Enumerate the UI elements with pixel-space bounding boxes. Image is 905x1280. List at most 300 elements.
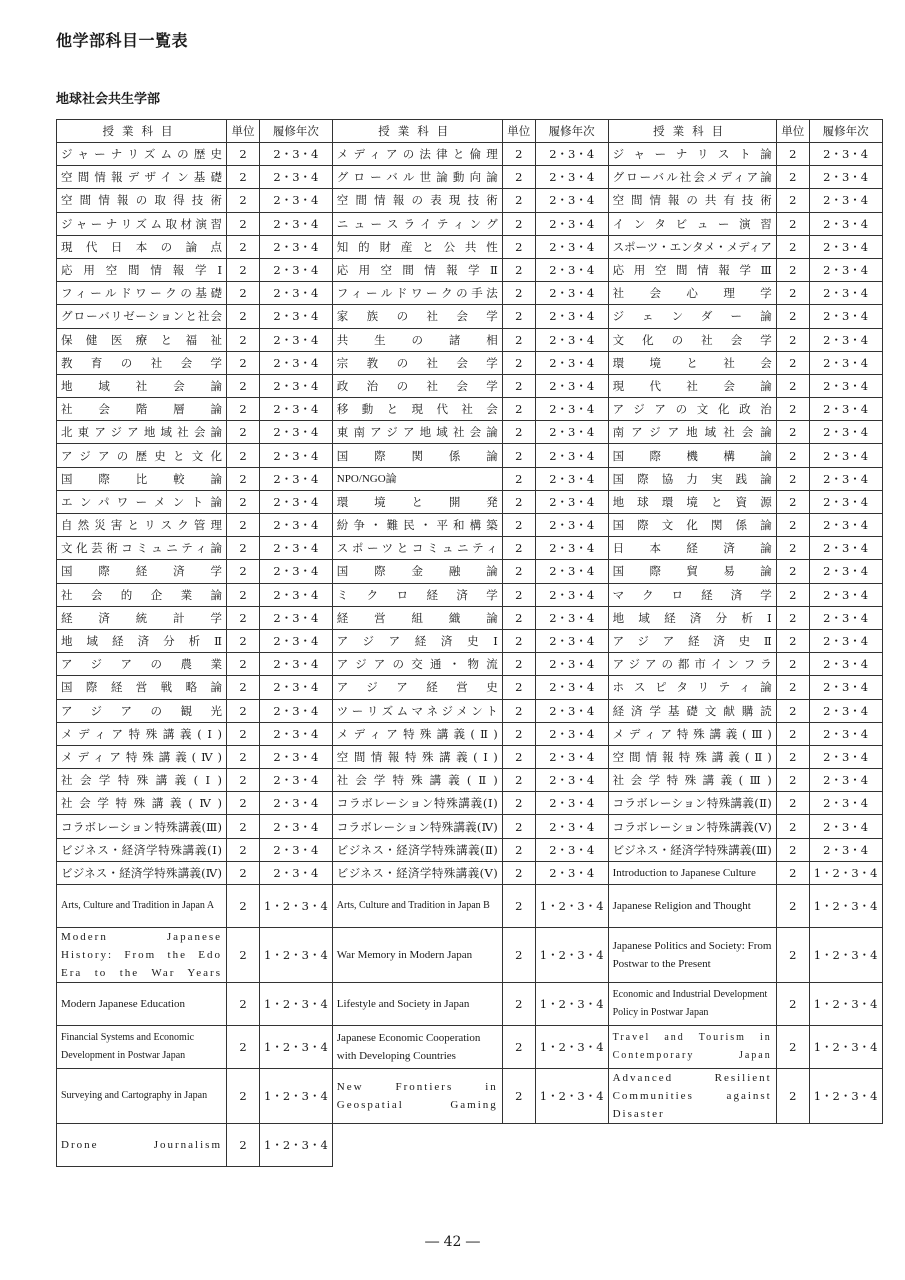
course-unit: 2 [776, 351, 809, 374]
course-year: 2・3・4 [535, 838, 608, 861]
course-year: 2・3・4 [535, 583, 608, 606]
course-year: 1・2・3・4 [809, 1026, 882, 1069]
table-row [57, 838, 883, 861]
course-unit: 2 [502, 212, 535, 235]
course-year: 1・2・3・4 [535, 928, 608, 983]
course-name: Japanese Politics and Society: From Postwar to the Present [608, 928, 776, 983]
course-unit: 2 [227, 189, 260, 212]
course-year: 2・3・4 [809, 351, 882, 374]
table-row [57, 928, 883, 983]
course-year: 2・3・4 [809, 166, 882, 189]
course-name: ジャーナリズムの歴史 [57, 143, 227, 166]
course-year: 2・3・4 [809, 258, 882, 281]
course-name: エンパワーメント論 [57, 490, 227, 513]
course-year: 1・2・3・4 [809, 983, 882, 1026]
table-row [57, 815, 883, 838]
course-year: 2・3・4 [535, 606, 608, 629]
course-year: 2・3・4 [535, 629, 608, 652]
course-name: 国際金融論 [332, 560, 502, 583]
section-title: 地球社会共生学部 [56, 92, 161, 107]
course-year: 2・3・4 [260, 258, 333, 281]
course-unit: 2 [776, 143, 809, 166]
course-name: Arts, Culture and Tradition in Japan B [332, 885, 502, 928]
course-name: Surveying and Cartography in Japan [57, 1069, 227, 1124]
course-unit: 2 [776, 676, 809, 699]
table-row [57, 1069, 883, 1124]
course-year: 1・2・3・4 [809, 1069, 882, 1124]
course-year: 2・3・4 [535, 258, 608, 281]
course-year: 2・3・4 [535, 815, 608, 838]
course-name: ニュースライティング [332, 212, 502, 235]
course-year: 2・3・4 [260, 699, 333, 722]
course-unit: 2 [776, 583, 809, 606]
course-year: 2・3・4 [535, 699, 608, 722]
course-unit: 2 [776, 537, 809, 560]
course-name: 文化芸術コミュニティ論 [57, 537, 227, 560]
course-year: 2・3・4 [260, 235, 333, 258]
course-unit: 2 [227, 745, 260, 768]
course-year: 1・2・3・4 [809, 885, 882, 928]
course-year: 2・3・4 [535, 398, 608, 421]
course-name: メディア特殊講義(Ⅱ) [332, 722, 502, 745]
course-year: 2・3・4 [809, 606, 882, 629]
course-unit: 2 [227, 606, 260, 629]
course-year: 2・3・4 [535, 769, 608, 792]
table-header-row [57, 120, 883, 143]
course-year: 2・3・4 [809, 745, 882, 768]
course-name: 国際関係論 [332, 444, 502, 467]
course-year: 2・3・4 [809, 467, 882, 490]
course-name: コラボレーション特殊講義(Ⅰ) [332, 792, 502, 815]
table-row [57, 699, 883, 722]
course-unit: 2 [776, 769, 809, 792]
course-year: 1・2・3・4 [260, 1026, 333, 1069]
course-year: 2・3・4 [535, 328, 608, 351]
table-row [57, 374, 883, 397]
course-name: 南アジア地域社会論 [608, 421, 776, 444]
course-unit: 2 [776, 258, 809, 281]
page-number: ― 42 ― [425, 1234, 480, 1250]
course-year: 2・3・4 [809, 398, 882, 421]
course-unit: 2 [502, 722, 535, 745]
course-name: アジアの観光 [57, 699, 227, 722]
course-name: アジアの都市インフラ [608, 653, 776, 676]
course-year: 2・3・4 [535, 444, 608, 467]
course-unit: 2 [227, 143, 260, 166]
course-unit: 2 [776, 560, 809, 583]
course-name: 教育の社会学 [57, 351, 227, 374]
course-year: 2・3・4 [260, 189, 333, 212]
course-unit: 2 [502, 143, 535, 166]
table-row [57, 189, 883, 212]
course-year: 2・3・4 [809, 792, 882, 815]
table-row [57, 258, 883, 281]
course-name: フィールドワークの手法 [332, 282, 502, 305]
course-name: 国際協力実践論 [608, 467, 776, 490]
course-name: インタビュー演習 [608, 212, 776, 235]
table-row [57, 606, 883, 629]
course-year: 2・3・4 [809, 676, 882, 699]
course-name: ジャーナリズム取材演習 [57, 212, 227, 235]
course-name: 空間情報デザイン基礎 [57, 166, 227, 189]
table-row [57, 722, 883, 745]
course-unit: 2 [776, 1069, 809, 1124]
header-subject: 授業科目 [57, 120, 227, 143]
course-unit: 2 [502, 928, 535, 983]
course-unit: 2 [227, 769, 260, 792]
course-name: メディアの法律と倫理 [332, 143, 502, 166]
course-name: コラボレーション特殊講義(Ⅱ) [608, 792, 776, 815]
course-year: 2・3・4 [535, 235, 608, 258]
course-name: グローバル社会メディア論 [608, 166, 776, 189]
course-unit: 2 [502, 166, 535, 189]
course-unit: 2 [227, 282, 260, 305]
course-name: 国際機構論 [608, 444, 776, 467]
course-unit: 2 [776, 629, 809, 652]
course-name: 社会学特殊講義(Ⅲ) [608, 769, 776, 792]
course-name: 応用空間情報学Ⅰ [57, 258, 227, 281]
course-unit: 2 [776, 745, 809, 768]
course-unit: 2 [776, 282, 809, 305]
course-name: 保健医療と福祉 [57, 328, 227, 351]
course-unit: 2 [776, 928, 809, 983]
course-name: 現代日本の論点 [57, 235, 227, 258]
course-name: コラボレーション特殊講義(Ⅴ) [608, 815, 776, 838]
course-unit: 2 [776, 792, 809, 815]
course-unit: 2 [776, 514, 809, 537]
course-unit: 2 [502, 861, 535, 884]
course-unit: 2 [227, 699, 260, 722]
course-year: 2・3・4 [535, 722, 608, 745]
course-name: Financial Systems and Economic Development in Postwar Japan [57, 1026, 227, 1069]
course-unit: 2 [227, 560, 260, 583]
course-year: 2・3・4 [535, 351, 608, 374]
course-name: 空間情報の取得技術 [57, 189, 227, 212]
course-year: 2・3・4 [809, 374, 882, 397]
course-year: 2・3・4 [535, 189, 608, 212]
table-row [57, 351, 883, 374]
course-year: 1・2・3・4 [260, 885, 333, 928]
course-year: 1・2・3・4 [535, 885, 608, 928]
course-year: 2・3・4 [260, 583, 333, 606]
course-unit: 2 [502, 1026, 535, 1069]
course-year: 2・3・4 [809, 189, 882, 212]
course-unit: 2 [776, 189, 809, 212]
course-year: 2・3・4 [260, 490, 333, 513]
course-unit: 2 [776, 1026, 809, 1069]
course-unit: 2 [776, 983, 809, 1026]
course-name: 社会学特殊講義(Ⅳ) [57, 792, 227, 815]
course-year: 2・3・4 [260, 351, 333, 374]
course-unit: 2 [502, 629, 535, 652]
empty-cell [332, 1124, 502, 1167]
course-name: 知的財産と公共性 [332, 235, 502, 258]
course-name: 空間情報の表現技術 [332, 189, 502, 212]
header-year: 履修年次 [809, 120, 882, 143]
course-year: 2・3・4 [535, 374, 608, 397]
course-unit: 2 [776, 885, 809, 928]
table-row [57, 537, 883, 560]
course-year: 2・3・4 [260, 653, 333, 676]
course-unit: 2 [227, 398, 260, 421]
course-unit: 2 [227, 885, 260, 928]
course-year: 2・3・4 [535, 514, 608, 537]
course-name: 国際経済学 [57, 560, 227, 583]
course-name: ビジネス・経済学特殊講義(Ⅰ) [57, 838, 227, 861]
course-unit: 2 [227, 722, 260, 745]
course-name: アジア経済史Ⅰ [332, 629, 502, 652]
course-year: 2・3・4 [535, 792, 608, 815]
course-name: 空間情報の共有技術 [608, 189, 776, 212]
course-unit: 2 [502, 838, 535, 861]
course-name: 社会心理学 [608, 282, 776, 305]
course-name: NPO/NGO論 [332, 467, 502, 490]
course-year: 2・3・4 [809, 769, 882, 792]
course-year: 2・3・4 [260, 560, 333, 583]
course-year: 2・3・4 [260, 467, 333, 490]
table-row [57, 467, 883, 490]
course-year: 2・3・4 [260, 421, 333, 444]
course-name: スポーツ・エンタメ・メディア [608, 235, 776, 258]
course-year: 2・3・4 [260, 722, 333, 745]
course-unit: 2 [502, 235, 535, 258]
course-name: 北東アジア地域社会論 [57, 421, 227, 444]
course-name: New Frontiers in Geospatial Gaming [332, 1069, 502, 1124]
course-year: 2・3・4 [809, 421, 882, 444]
course-year: 1・2・3・4 [535, 983, 608, 1026]
course-unit: 2 [776, 305, 809, 328]
course-unit: 2 [227, 514, 260, 537]
course-name: Lifestyle and Society in Japan [332, 983, 502, 1026]
course-unit: 2 [502, 676, 535, 699]
course-unit: 2 [776, 398, 809, 421]
course-year: 2・3・4 [535, 212, 608, 235]
course-year: 2・3・4 [809, 212, 882, 235]
course-unit: 2 [227, 305, 260, 328]
table-row [57, 885, 883, 928]
course-year: 2・3・4 [809, 583, 882, 606]
header-subject: 授業科目 [332, 120, 502, 143]
course-unit: 2 [502, 490, 535, 513]
course-unit: 2 [227, 444, 260, 467]
course-unit: 2 [227, 258, 260, 281]
course-year: 2・3・4 [535, 490, 608, 513]
course-unit: 2 [227, 838, 260, 861]
course-year: 2・3・4 [260, 792, 333, 815]
course-year: 2・3・4 [260, 166, 333, 189]
course-name: 環境と社会 [608, 351, 776, 374]
empty-cell [502, 1124, 535, 1167]
table-row [57, 328, 883, 351]
course-unit: 2 [502, 560, 535, 583]
course-year: 1・2・3・4 [535, 1069, 608, 1124]
table-row [57, 653, 883, 676]
course-name: ツーリズムマネジメント [332, 699, 502, 722]
course-year: 1・2・3・4 [535, 1026, 608, 1069]
course-name: 経営組織論 [332, 606, 502, 629]
course-unit: 2 [227, 351, 260, 374]
table-row [57, 861, 883, 884]
course-unit: 2 [227, 235, 260, 258]
course-name: スポーツとコミュニティ [332, 537, 502, 560]
course-unit: 2 [502, 745, 535, 768]
course-name: 国際比較論 [57, 467, 227, 490]
course-unit: 2 [502, 514, 535, 537]
course-year: 2・3・4 [809, 629, 882, 652]
course-year: 2・3・4 [809, 444, 882, 467]
course-year: 2・3・4 [535, 143, 608, 166]
course-name: ビジネス・経済学特殊講義(Ⅲ) [608, 838, 776, 861]
course-year: 2・3・4 [535, 421, 608, 444]
course-name: 社会学特殊講義(Ⅱ) [332, 769, 502, 792]
course-name: Japanese Economic Cooperation with Developing Countries [332, 1026, 502, 1069]
course-unit: 2 [776, 421, 809, 444]
course-unit: 2 [227, 815, 260, 838]
course-unit: 2 [227, 1026, 260, 1069]
course-name: 文化の社会学 [608, 328, 776, 351]
course-year: 2・3・4 [260, 374, 333, 397]
course-name: アジアの交通・物流 [332, 653, 502, 676]
course-year: 2・3・4 [260, 444, 333, 467]
course-name: メディア特殊講義(Ⅰ) [57, 722, 227, 745]
course-unit: 2 [227, 537, 260, 560]
course-name: 現代社会論 [608, 374, 776, 397]
course-name: ジェンダー論 [608, 305, 776, 328]
course-unit: 2 [227, 676, 260, 699]
course-name: ミクロ経済学 [332, 583, 502, 606]
course-unit: 2 [502, 258, 535, 281]
course-unit: 2 [776, 653, 809, 676]
course-year: 2・3・4 [535, 745, 608, 768]
table-row [57, 282, 883, 305]
course-name: 国際貿易論 [608, 560, 776, 583]
course-unit: 2 [502, 351, 535, 374]
course-unit: 2 [502, 328, 535, 351]
course-unit: 2 [227, 166, 260, 189]
course-unit: 2 [776, 838, 809, 861]
course-name: Advanced Resilient Communities against Disaster [608, 1069, 776, 1124]
course-unit: 2 [227, 792, 260, 815]
course-unit: 2 [776, 861, 809, 884]
course-name: Travel and Tourism in Contemporary Japan [608, 1026, 776, 1069]
course-name: 共生の諸相 [332, 328, 502, 351]
course-name: コラボレーション特殊講義(Ⅳ) [332, 815, 502, 838]
course-year: 1・2・3・4 [260, 1124, 333, 1167]
course-name: Japanese Religion and Thought [608, 885, 776, 928]
course-year: 2・3・4 [535, 676, 608, 699]
course-name: 地域経済分析Ⅰ [608, 606, 776, 629]
course-unit: 2 [502, 792, 535, 815]
course-unit: 2 [502, 983, 535, 1026]
table-row [57, 560, 883, 583]
course-year: 1・2・3・4 [260, 928, 333, 983]
table-row [57, 490, 883, 513]
course-year: 2・3・4 [809, 490, 882, 513]
course-year: 2・3・4 [260, 305, 333, 328]
course-unit: 2 [502, 305, 535, 328]
table-row [57, 444, 883, 467]
course-name: 政治の社会学 [332, 374, 502, 397]
empty-cell [776, 1124, 809, 1167]
course-name: 社会学特殊講義(Ⅰ) [57, 769, 227, 792]
course-year: 2・3・4 [260, 606, 333, 629]
course-unit: 2 [502, 421, 535, 444]
course-name: 空間情報特殊講義(Ⅰ) [332, 745, 502, 768]
table-row [57, 212, 883, 235]
course-year: 2・3・4 [809, 699, 882, 722]
course-name: 社会的企業論 [57, 583, 227, 606]
course-year: 2・3・4 [809, 815, 882, 838]
course-name: 宗教の社会学 [332, 351, 502, 374]
course-unit: 2 [227, 374, 260, 397]
course-unit: 2 [776, 722, 809, 745]
course-year: 1・2・3・4 [809, 861, 882, 884]
course-unit: 2 [502, 189, 535, 212]
course-year: 2・3・4 [260, 838, 333, 861]
course-name: メディア特殊講義(Ⅳ) [57, 745, 227, 768]
course-name: 環境と開発 [332, 490, 502, 513]
table-row [57, 983, 883, 1026]
course-year: 2・3・4 [809, 328, 882, 351]
course-year: 2・3・4 [809, 235, 882, 258]
course-year: 2・3・4 [260, 282, 333, 305]
course-year: 2・3・4 [260, 861, 333, 884]
course-year: 2・3・4 [260, 629, 333, 652]
course-name: Introduction to Japanese Culture [608, 861, 776, 884]
course-unit: 2 [502, 374, 535, 397]
table-row [57, 583, 883, 606]
table-row [57, 235, 883, 258]
course-name: Modern Japanese History: From the Edo Era to the War Years [57, 928, 227, 983]
course-year: 2・3・4 [809, 653, 882, 676]
course-unit: 2 [227, 928, 260, 983]
table-row [57, 166, 883, 189]
course-name: 経済学基礎文献購読 [608, 699, 776, 722]
course-name: マクロ経済学 [608, 583, 776, 606]
course-year: 2・3・4 [535, 861, 608, 884]
course-year: 2・3・4 [809, 537, 882, 560]
course-name: 東南アジア地域社会論 [332, 421, 502, 444]
course-unit: 2 [502, 467, 535, 490]
course-name: アジアの歴史と文化 [57, 444, 227, 467]
course-name: 地球環境と資源 [608, 490, 776, 513]
course-name: ビジネス・経済学特殊講義(Ⅴ) [332, 861, 502, 884]
table-row [57, 514, 883, 537]
course-name: 空間情報特殊講義(Ⅱ) [608, 745, 776, 768]
header-unit: 単位 [502, 120, 535, 143]
course-unit: 2 [776, 328, 809, 351]
course-unit: 2 [776, 166, 809, 189]
course-name: Modern Japanese Education [57, 983, 227, 1026]
course-unit: 2 [227, 490, 260, 513]
table-row [57, 1124, 883, 1167]
table-row [57, 769, 883, 792]
course-unit: 2 [227, 328, 260, 351]
course-unit: 2 [776, 699, 809, 722]
course-year: 2・3・4 [535, 560, 608, 583]
course-year: 2・3・4 [260, 328, 333, 351]
course-unit: 2 [227, 421, 260, 444]
course-year: 2・3・4 [809, 838, 882, 861]
course-year: 2・3・4 [809, 514, 882, 537]
course-unit: 2 [227, 1069, 260, 1124]
course-unit: 2 [502, 653, 535, 676]
course-name: アジア経済史Ⅱ [608, 629, 776, 652]
course-name: フィールドワークの基礎 [57, 282, 227, 305]
course-year: 2・3・4 [809, 143, 882, 166]
course-unit: 2 [502, 444, 535, 467]
course-unit: 2 [502, 282, 535, 305]
